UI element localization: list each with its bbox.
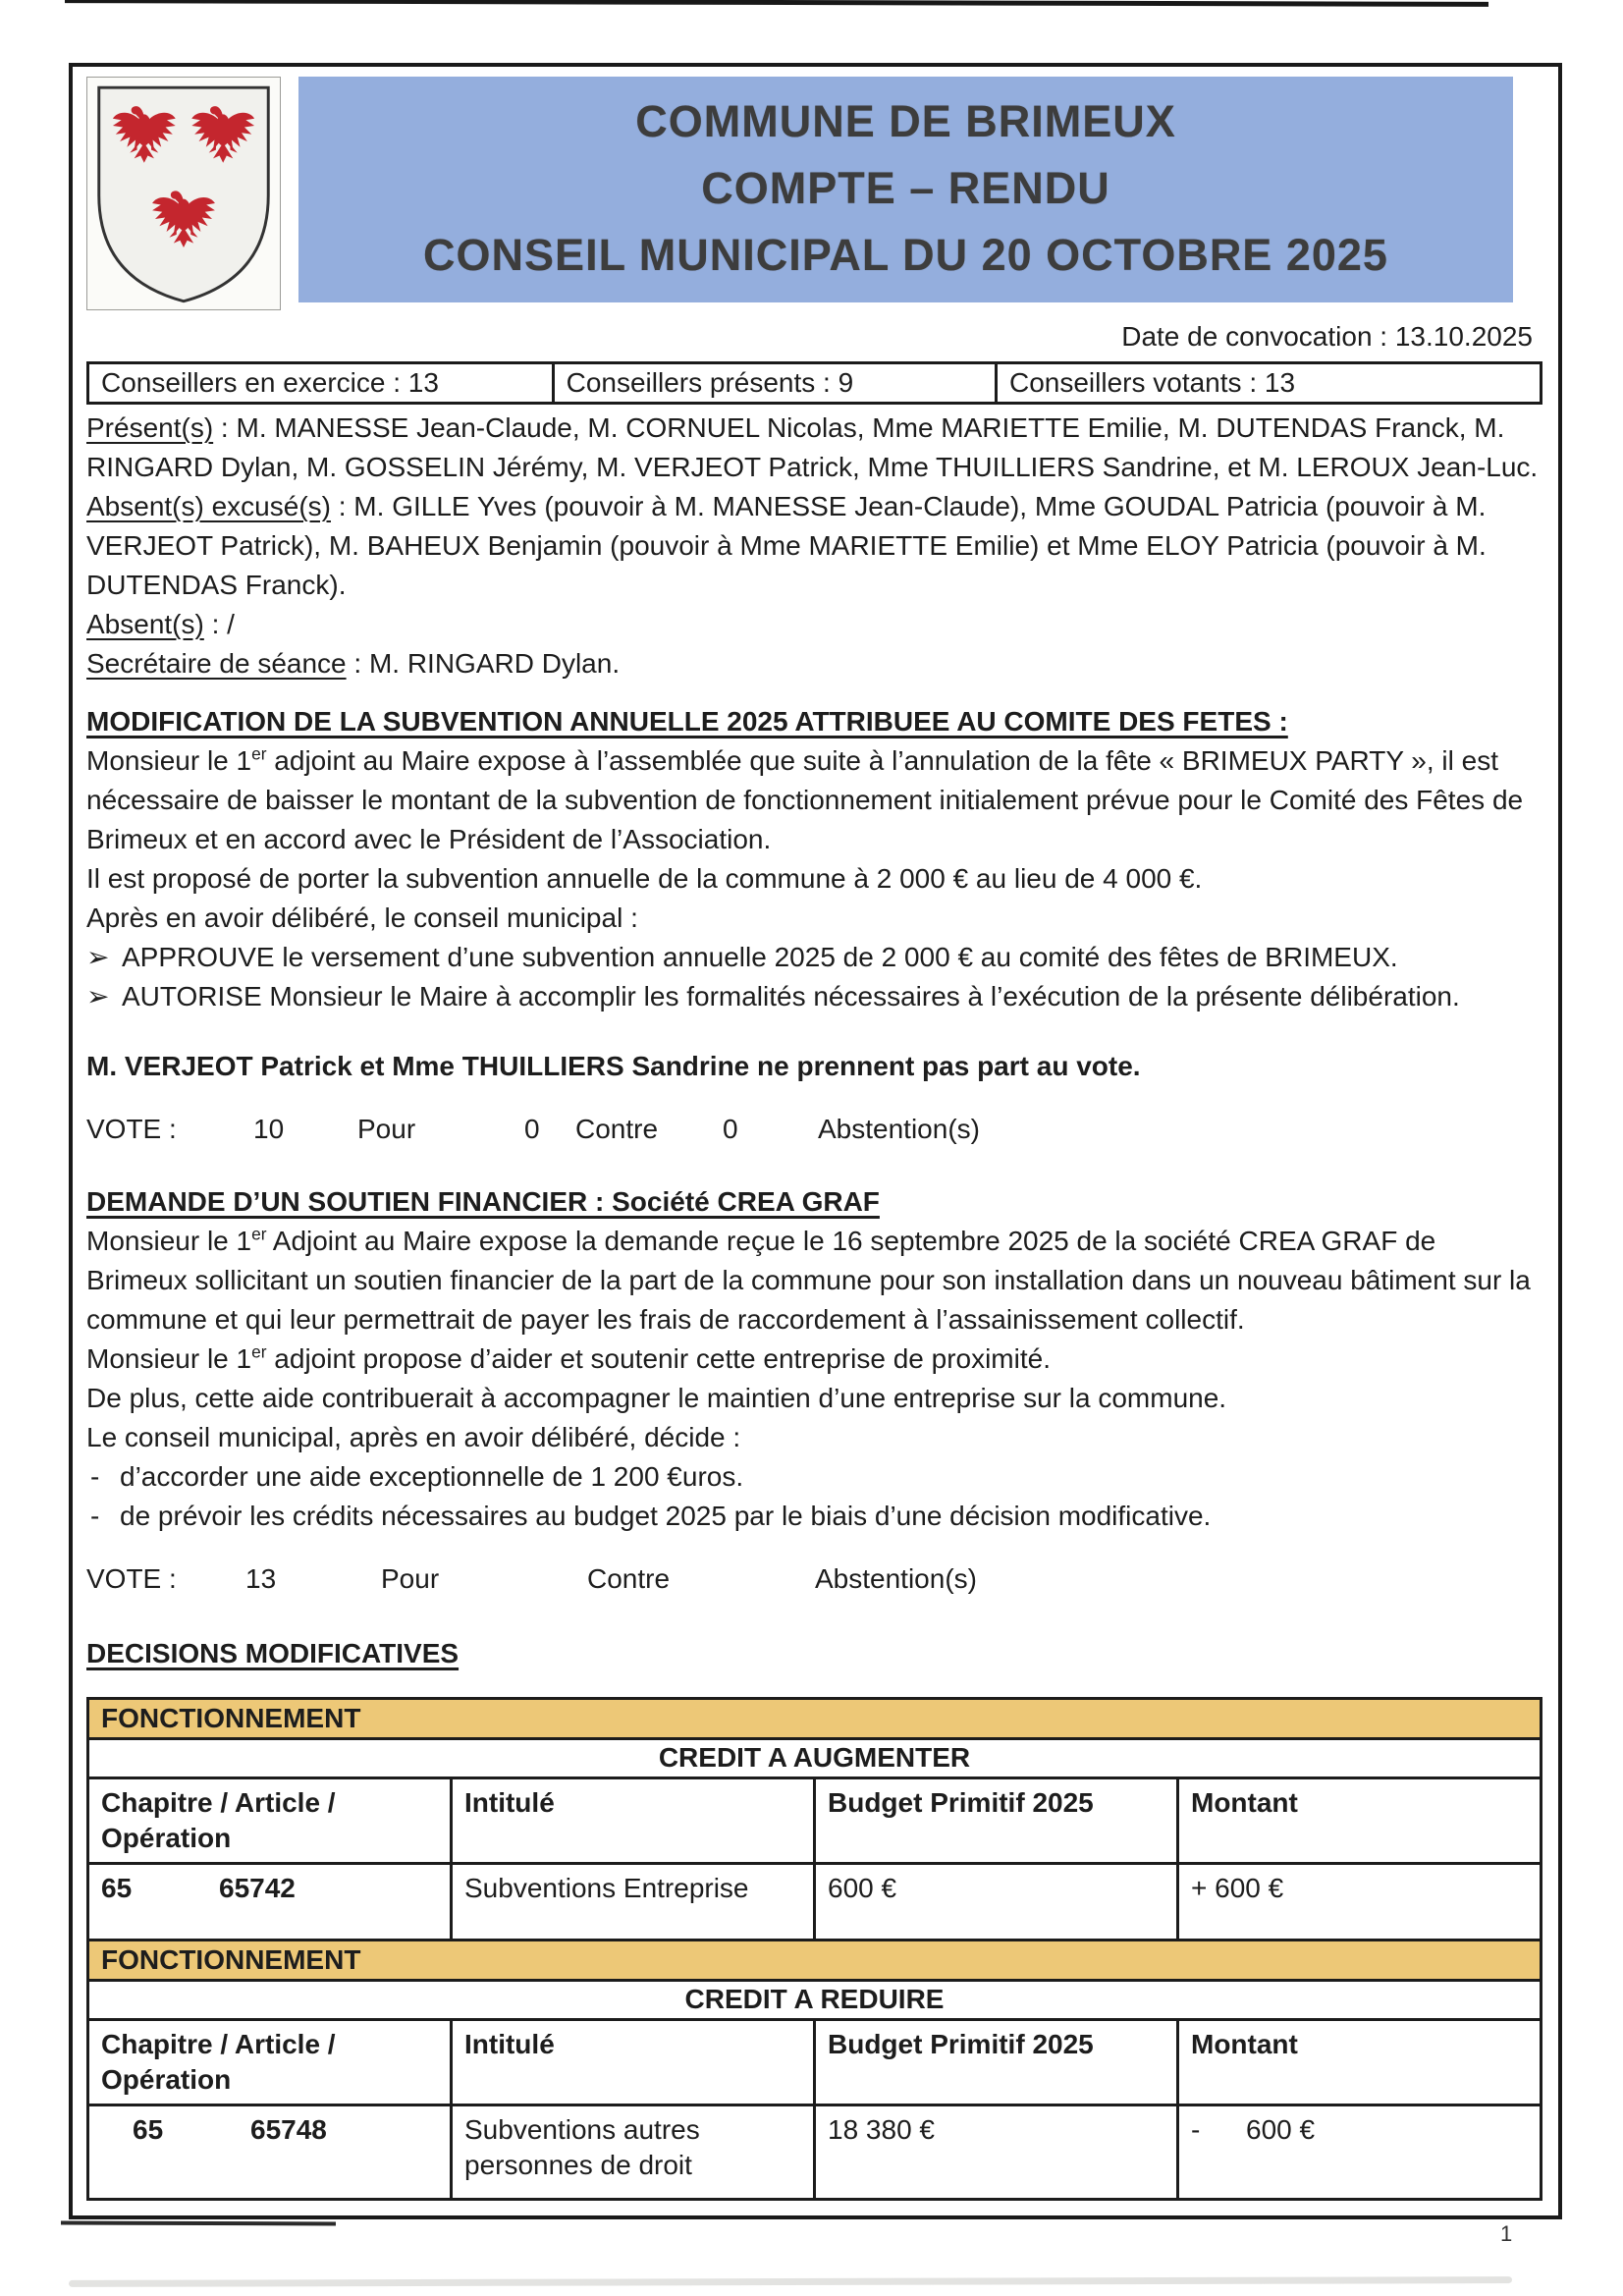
col-budget: Budget Primitif 2025 [815, 1778, 1178, 1864]
table-subtitle-row [88, 1981, 1542, 2020]
coat-of-arms-icon [86, 77, 281, 310]
dash-bullet-icon: - [90, 1461, 100, 1492]
vote-label: VOTE : [86, 1563, 177, 1594]
cell-chapitre-article [88, 2105, 452, 2200]
counter-votants: Conseillers votants : 13 [996, 363, 1541, 404]
shield-graphic [87, 78, 280, 309]
dash-bullet-icon: - [90, 1501, 100, 1531]
section2-paragraph: Monsieur le 1er Adjoint au Maire expose la demande reçue le 16 septembre 2025 de la société CREA GRAF de Brimeux sollicitant un soutien financier de la part de la commune pour son installation dans un nouveau bâtiment sur la commune et qui leur permettrait de payer les frais de raccordement à l’assainissement collectif. [86, 1224, 1531, 1335]
attendance-text: : / [203, 609, 235, 639]
table-subtitle: CREDIT A REDUIRE [88, 1981, 1542, 2020]
table-subtitle-row [88, 1739, 1542, 1778]
vote-abstention-label: Abstention(s) [818, 1114, 980, 1144]
vote-pour-label: Pour [381, 1563, 440, 1594]
scan-artifact-bottom [61, 2221, 336, 2226]
counters-row [88, 363, 1542, 404]
arrow-bullet-icon: ➢ [86, 981, 110, 1011]
counter-presents: Conseillers présents : 9 [553, 363, 996, 404]
attendance-label: Absent(s) excusé(s) [86, 491, 331, 521]
vote-abstention-count: 0 [723, 1114, 738, 1144]
vote-pour-count: 10 [253, 1114, 285, 1144]
col-montant: Montant [1178, 1778, 1542, 1864]
attendance-excused [86, 487, 1542, 605]
attendance-text: : M. GILLE Yves (pouvoir à M. MANESSE Jean-Claude), Mme GOUDAL Patricia (pouvoir à M. VERJEOT Patrick), M. BAHEUX Benjamin (pouvoir à Mme MARIETTE Emilie) et Mme ELOY Patricia (pouvoir à M. DUTENDAS Franck). [86, 491, 1487, 600]
section2-heading: DEMANDE D’UN SOUTIEN FINANCIER : Société CREA GRAF [86, 1186, 880, 1217]
attendance-presents [86, 409, 1542, 487]
section2-paragraph: De plus, cette aide contribuerait à accompagner le maintien d’une entreprise sur la commune. [86, 1383, 1227, 1413]
chapitre-value: 65 [133, 2114, 164, 2145]
cell-budget: 600 € [815, 1864, 1178, 1941]
attendance-text: : M. MANESSE Jean-Claude, M. CORNUEL Nicolas, Mme MARIETTE Emilie, M. DUTENDAS Franck, M. RINGARD Dylan, M. GOSSELIN Jérémy, M. VERJEOT Patrick, Mme THUILLIERS Sandrine, et M. LEROUX Jean-Luc. [86, 412, 1539, 482]
attendance-secretary [86, 644, 1542, 683]
resolution-text: APPROUVE le versement d’une subvention annuelle 2025 de 2 000 € au comité des fêtes de BRIMEUX. [122, 942, 1398, 972]
convocation-date: Date de convocation : 13.10.2025 [1121, 321, 1533, 352]
resolution-text: AUTORISE Monsieur le Maire à accomplir les formalités nécessaires à l’exécution de la présente délibération. [122, 981, 1460, 1011]
page-border [69, 63, 1562, 2219]
vote-contre-label: Contre [575, 1114, 659, 1144]
decision-text: de prévoir les crédits nécessaires au budget 2025 par le biais d’une décision modificative. [120, 1501, 1212, 1531]
article-value: 65748 [250, 2114, 327, 2145]
attendance-text: : M. RINGARD Dylan. [346, 648, 621, 679]
resolution-autorise [86, 977, 1542, 1016]
scan-artifact-top [65, 0, 1488, 7]
resolution-approuve [86, 938, 1542, 977]
col-budget: Budget Primitif 2025 [815, 2020, 1178, 2105]
scan-shadow [69, 2276, 1512, 2287]
section2-paragraph: Le conseil municipal, après en avoir délibéré, décide : [86, 1422, 741, 1452]
page-number: 1 [1500, 2221, 1513, 2246]
decisions-table-credit-reduire [86, 1939, 1542, 2201]
col-chapitre: Chapitre / Article / Opération [88, 1778, 452, 1864]
vote-line-2 [86, 1563, 1542, 1604]
cell-budget: 18 380 € [815, 2105, 1178, 2200]
conseil-date-title: CONSEIL MUNICIPAL DU 20 OCTOBRE 2025 [423, 230, 1388, 280]
cell-intitule: Subventions Entreprise [452, 1864, 815, 1941]
cell-montant: - 600 € [1178, 2105, 1542, 2200]
abstention-note: M. VERJEOT Patrick et Mme THUILLIERS Sandrine ne prennent pas part au vote. [86, 1051, 1141, 1081]
vote-contre-label: Contre [587, 1563, 671, 1594]
section1-heading: MODIFICATION DE LA SUBVENTION ANNUELLE 2025 ATTRIBUEE AU COMITE DES FETES : [86, 706, 1288, 737]
section1-paragraph: Monsieur le 1er adjoint au Maire expose à l’assemblée que suite à l’annulation de la fête « BRIMEUX PARTY », il est nécessaire de baisser le montant de la subvention de fonctionnement initialement prévue pour le Comité des Fêtes de Brimeux et en accord avec le Président de l’Association. [86, 743, 1524, 854]
vote-contre-count: 0 [524, 1114, 540, 1144]
chapitre-value: 65 [101, 1873, 133, 1903]
article-value: 65742 [219, 1873, 296, 1903]
col-intitule: Intitulé [452, 1778, 815, 1864]
table-band-row [88, 1941, 1542, 1981]
attendance-label: Absent(s) [86, 609, 204, 639]
col-chapitre: Chapitre / Article / Opération [88, 2020, 452, 2105]
decision-item [86, 1497, 1542, 1536]
vote-line-1 [86, 1114, 1542, 1154]
decisions-table-credit-augmenter [86, 1697, 1542, 1941]
table-subtitle: CREDIT A AUGMENTER [88, 1739, 1542, 1778]
title-banner [298, 77, 1513, 302]
table-header-row [88, 1778, 1542, 1864]
attendance-absent [86, 605, 1542, 644]
decision-text: d’accorder une aide exceptionnelle de 1 200 €uros. [120, 1461, 744, 1492]
table-row [88, 1864, 1542, 1941]
section1-paragraph: Après en avoir délibéré, le conseil municipal : [86, 902, 638, 933]
col-intitule: Intitulé [452, 2020, 815, 2105]
section2-paragraph: Monsieur le 1er adjoint propose d’aider et soutenir cette entreprise de proximité. [86, 1341, 1051, 1374]
arrow-bullet-icon: ➢ [86, 942, 110, 972]
section1-paragraph: Il est proposé de porter la subvention annuelle de la commune à 2 000 € au lieu de 4 000 €. [86, 863, 1203, 894]
cell-intitule: Subventions autres personnes de droit [452, 2105, 815, 2200]
col-montant: Montant [1178, 2020, 1542, 2105]
attendance-label: Présent(s) [86, 412, 214, 443]
vote-abstention-label: Abstention(s) [815, 1563, 977, 1594]
table-section-label: FONCTIONNEMENT [88, 1941, 1542, 1981]
counter-exercice: Conseillers en exercice : 13 [88, 363, 554, 404]
vote-label: VOTE : [86, 1114, 177, 1144]
document-header [86, 77, 1542, 310]
table-header-row [88, 2020, 1542, 2105]
cell-chapitre-article [88, 1864, 452, 1941]
attendance-label: Secrétaire de séance [86, 648, 347, 679]
vote-pour-count: 13 [245, 1563, 277, 1594]
decision-item [86, 1457, 1542, 1497]
vote-pour-label: Pour [357, 1114, 416, 1144]
table-section-label: FONCTIONNEMENT [88, 1699, 1542, 1739]
counters-table [86, 361, 1542, 405]
commune-title: COMMUNE DE BRIMEUX [635, 96, 1176, 146]
table-band-row [88, 1699, 1542, 1739]
decisions-heading: DECISIONS MODIFICATIVES [86, 1638, 460, 1668]
compte-rendu-title: COMPTE – RENDU [701, 163, 1110, 213]
cell-montant: + 600 € [1178, 1864, 1542, 1941]
table-row [88, 2105, 1542, 2200]
